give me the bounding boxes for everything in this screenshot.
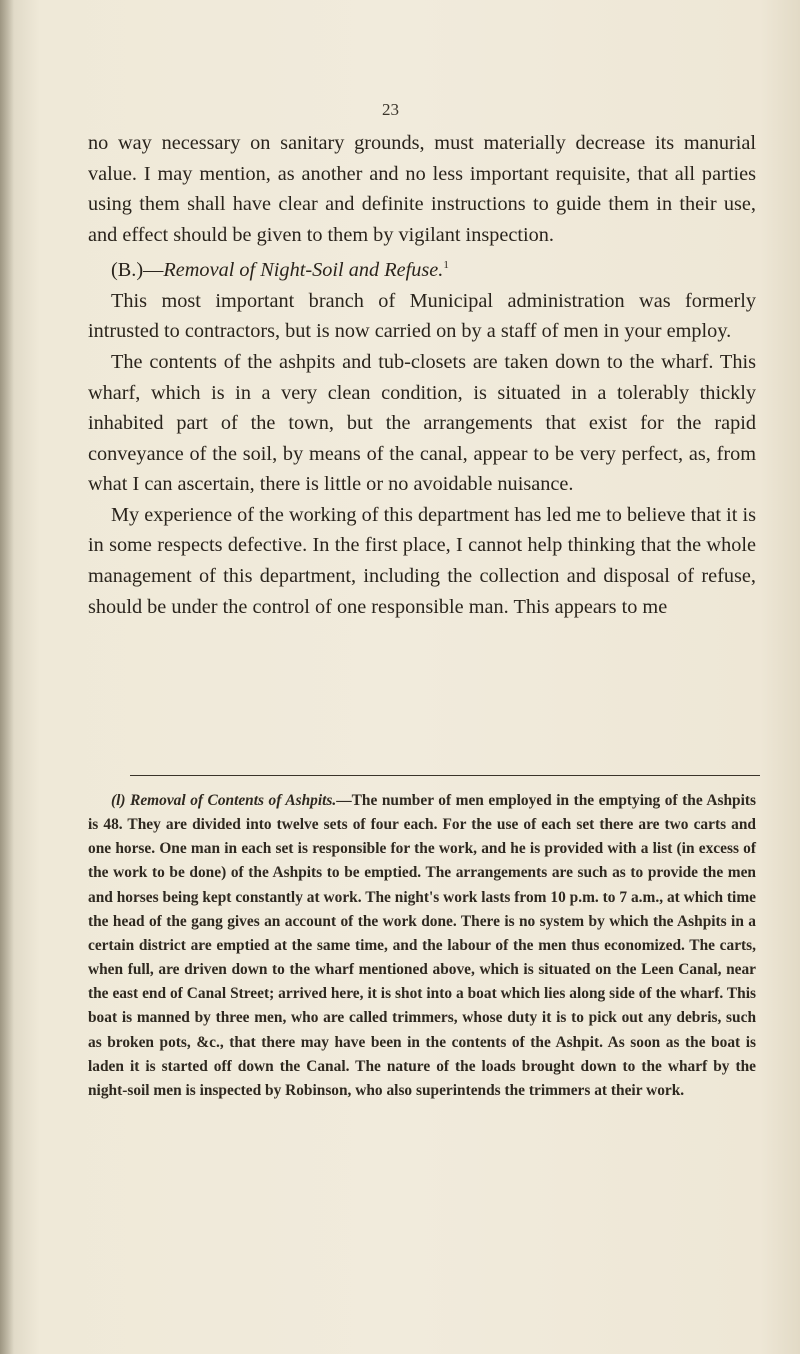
footnote-ref: 1	[443, 259, 449, 272]
heading-prefix: (B.)—	[111, 259, 164, 282]
footnote-paragraph	[88, 789, 756, 1103]
footnote-title: Removal of Contents of Ashpits.	[130, 792, 337, 809]
page-number: 23	[382, 100, 399, 119]
main-text	[88, 128, 756, 622]
footnote-text: —The number of men employed in the emptying of the Ashpits is 48. They are divided into twelve sets of four each. For the use of each set there are two carts and one horse. One man in each set is responsible for the work, and he is provided with a list (in excess of the work to be done) of the Ashpits to be emptied. The arrangements are such as to provide the men and horses being kept constantly at work. The night's work lasts from 10 p.m. to 7 a.m., at which time the head of the gang gives an account of the work done. There is no system by which the Ashpits in a certain district are emptied at the same time, and the labour of the men thus economized. The carts, when full, are driven down to the wharf mentioned above, which is situated on the Leen Canal, near the east end of Canal Street; arrived here, it is shot into a boat which lies along side of the wharf. This boat is manned by three men, who are called trimmers, whose duty it is to pick out any debris, such as broken pots, &c., that there may have been in the contents of the Ashpit. As soon as the boat is laden it is started off down the Canal. The nature of the loads brought down to the wharf by the night-soil men is inspected by Robinson, who also superintends the trimmers at their work.	[88, 792, 756, 1099]
section-heading	[88, 250, 756, 285]
paragraph-continuation: no way necessary on sanitary grounds, must materially decrease its manurial value. I may mention, as another and no less important requisite, that all parties using them shall have clear and definite instructions to guide them in their use, and effect should be given to them by vigilant inspection.	[88, 132, 756, 246]
paragraph-wharf: The contents of the ashpits and tub-closets are taken down to the wharf. This wharf, which is in a very clean condition, is situated in a tolerably thickly inhabited part of the town, but the arrangements that exist for the rapid conveyance of the soil, by means of the canal, appear to be very perfect, as, from what I can ascertain, there is little or no avoidable nuisance.	[88, 350, 756, 496]
gutter-shadow	[0, 0, 14, 1354]
heading-title: Removal of Night-Soil and Refuse.	[163, 259, 444, 282]
footnote-marker: (l)	[111, 792, 126, 809]
footnote	[88, 789, 756, 1103]
paragraph-staff: This most important branch of Municipal administration was formerly intrusted to contractors, but is now carried on by a staff of men in your employ.	[88, 289, 756, 343]
footnote-divider	[130, 775, 760, 776]
paragraph-experience: My experience of the working of this department has led me to believe that it is in some respects defective. In the first place, I cannot help thinking that the whole management of this department, including the collection and disposal of refuse, should be under the control of one responsible man. This appears to me	[88, 503, 756, 618]
